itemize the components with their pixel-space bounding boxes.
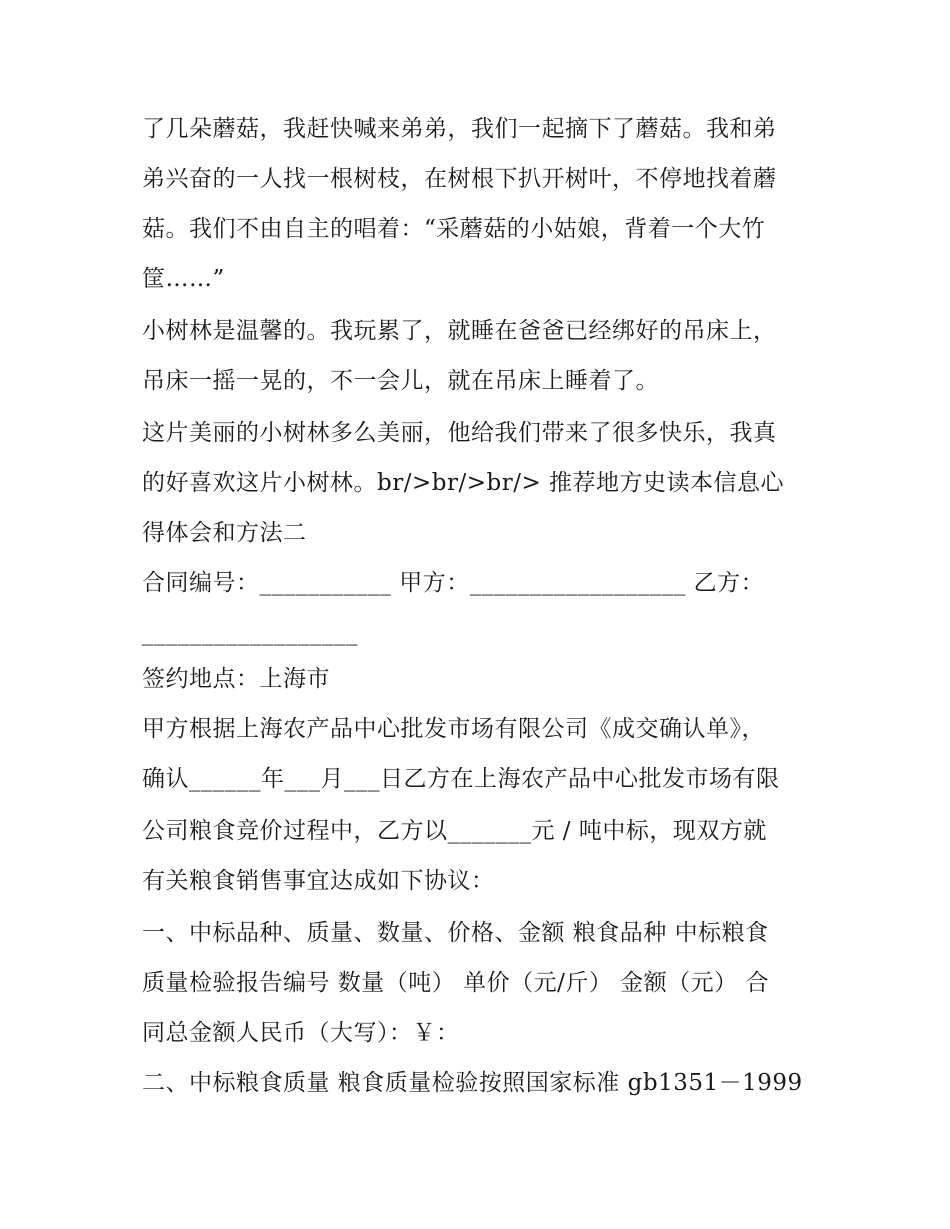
text-line: 这片美丽的小树林多么美丽，他给我们带来了很多快乐，我真 (142, 420, 777, 446)
text-line: 同总金额人民币（大写）：￥： (142, 1020, 460, 1046)
signing-location-line: 签约地点：上海市 (142, 666, 330, 692)
text-line: 甲方根据上海农产品中心批发市场有限公司《成交确认单》， (142, 716, 765, 742)
text-line: 了几朵蘑菇，我赶快喊来弟弟，我们一起摘下了蘑菇。我和弟 (142, 116, 777, 142)
text-line: 弟兴奋的一人找一根树枝，在树根下扒开树叶，不停地找着蘑 (142, 166, 777, 192)
text-line: 确认______年___月___日乙方在上海农产品中心批发市场有限 (142, 766, 780, 792)
section-heading-2: 二、中标粮食质量 粮食质量检验按照国家标准 gb1351－1999 (142, 1070, 803, 1096)
text-line: 质量检验报告编号 数量（吨） 单价（元/斤） 金额（元） 合 (142, 970, 769, 996)
text-line: 公司粮食竞价过程中，乙方以_______元 / 吨中标，现双方就 (142, 818, 767, 844)
text-line: 有关粮食销售事宜达成如下协议： (142, 868, 495, 894)
text-line: 的好喜欢这片小树林。br/>br/>br/> 推荐地方史读本信息心 (142, 470, 785, 496)
text-line: 筐……” (142, 266, 225, 292)
text-line: 小树林是温馨的。我玩累了，就睡在爸爸已经绑好的吊床上， (142, 318, 777, 344)
text-line: 菇。我们不由自主的唱着：“采蘑菇的小姑娘，背着一个大竹 (142, 216, 766, 242)
text-line: 吊床一摇一晃的，不一会儿，就在吊床上睡着了。 (142, 368, 659, 394)
text-line: 得体会和方法二 (142, 520, 307, 546)
section-heading-1: 一、中标品种、质量、数量、价格、金额 粮食品种 中标粮食 (142, 920, 769, 946)
contract-header-line: 合同编号：___________ 甲方：__________________ 乙方： (142, 570, 765, 596)
party-b-blank-line: __________________ (142, 620, 358, 646)
